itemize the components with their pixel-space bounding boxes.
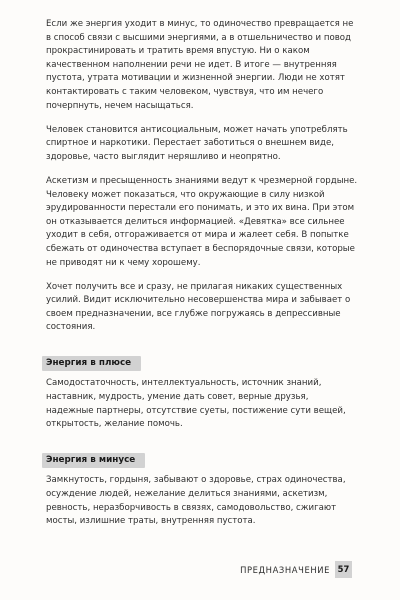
paragraph-energy-minus-loneliness: Если же энергия уходит в минус, то одиночество превращается не в способ связи с высшими энергиями, а в отшельничество и повод прокрастинировать и тратить время впустую. Ни о каком качественном наполнении речи не идет. В итоге — внутренняя пустота, утрата мотивации и жизненной энергии. Люди не хотят контактировать с таким человеком, чувствуя, что им нечего почерпнуть, нечем насыщаться. [46,19,354,111]
section-label-energy-plus: Энергия в плюсе [42,356,141,371]
page-number: 57 [335,561,352,578]
paragraph-antisocial: Человек становится антисоциальным, может начать употреблять спиртное и наркотики. Перестает заботиться о внешнем виде, здоровье, часто выглядит неряшливо и неопрятно. [46,124,348,162]
section-spacer [46,442,358,453]
section-text-energy-plus: Самодостаточность, интеллектуальность, источник знаний, наставник, мудрость, умение дать совет, верные друзья, надежные партнеры, отсутствие суеты, постижение сути вещей, открытость, желание помочь. [46,378,346,430]
paragraph-asceticism-pride: Аскетизм и пресыщенность знаниями ведут к чрезмерной гордыне. Человеку может показаться, что окружающие в силу низкой эрудированности перестали его понимать, и это их вина. При этом он отказывается делиться информацией. «Девятка» все сильнее уходит в себя, отгораживается от мира и жалеет себя. В попытке сбежать от одиночества вступает в беспорядочные связи, которые не приводят ни к чему хорошему. [46,175,358,268]
section-spacer [46,345,358,356]
page-content [46,18,358,539]
running-footer-title: ПРЕДНАЗНАЧЕНИЕ [240,565,330,575]
page-footer [0,561,400,579]
section-energy-minus [46,453,358,528]
section-energy-plus [46,356,358,431]
section-label-energy-minus: Энергия в минусе [42,453,145,468]
paragraph-wants-everything: Хочет получить все и сразу, не прилагая никаких существенных усилий. Видит исключительно несовершенства мира и забывает о своем предназначении, все глубже погружаясь в депрессивные состояния. [46,281,351,333]
section-text-energy-minus: Замкнутость, гордыня, забывают о здоровье, страх одиночества, осуждение людей, нежелание делиться знаниями, аскетизм, ревность, неразборчивость в связях, самодовольство, сжигают мосты, излишние траты, внутренняя пустота. [46,475,346,527]
